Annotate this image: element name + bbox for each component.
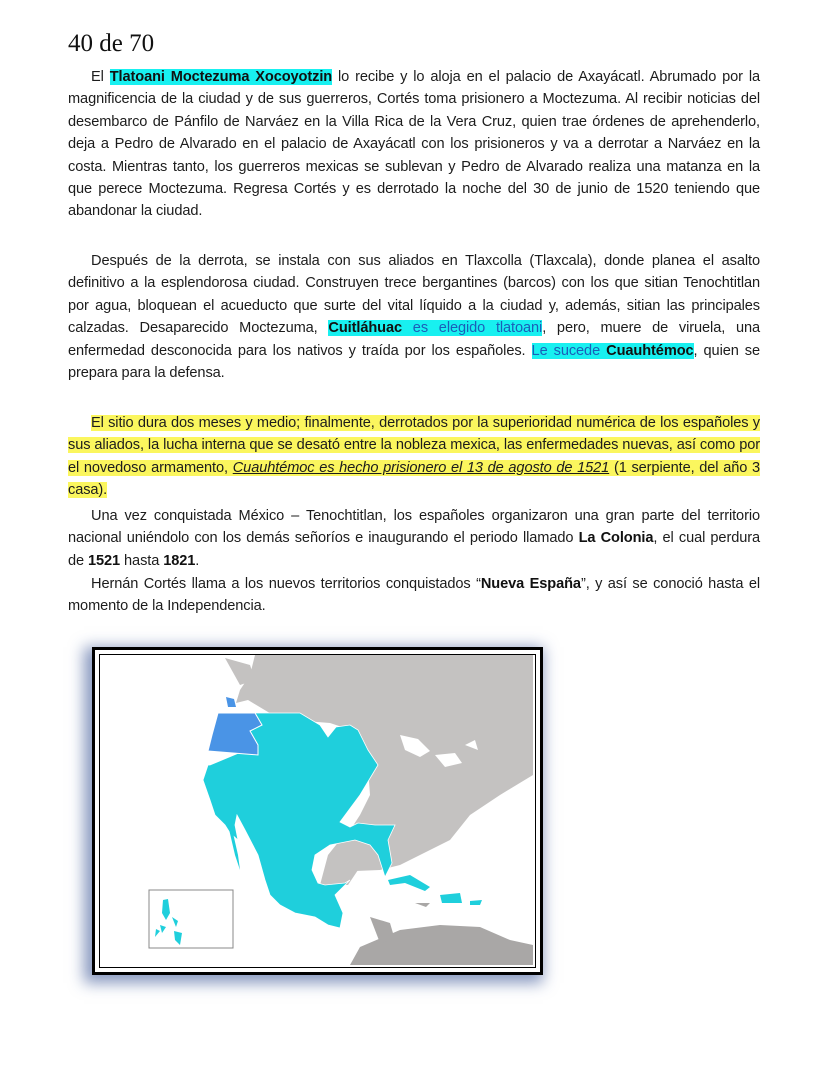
jamaica (415, 903, 430, 907)
text: Le sucede (531, 342, 607, 359)
alaska-coast (225, 658, 255, 685)
text: El sitio dura dos meses y medio; finalmente, derrotados por la superioridad numérica de los españoles y sus aliados, la lucha interna que se desató entre la nobleza mexica, las enfermedades nuevas, así como por el novedoso armamento, (68, 415, 760, 476)
vancouver-island (226, 697, 236, 707)
bold-text: Nueva España (480, 576, 581, 592)
highlight-sitio (68, 415, 760, 498)
text: Hernán Cortés llama a los nuevos territorios conquistados “ (91, 576, 481, 592)
bold-text: 1521 (88, 552, 121, 569)
paragraph-4 (68, 505, 760, 572)
map-figure (92, 647, 543, 975)
text: El (91, 69, 110, 85)
text: Después de la derrota, se instala con sus aliados en Tlaxcolla (Tlaxcala), donde planea el asalto definitivo a la esplendorosa ciudad. Construyen trece bergantines (barcos) con los que sitian Tenochtitlan por agua, bloquean el acueducto que surte del vital líquido a la ciudad y, además, sitian las principales calzadas. Desaparecido Moctezuma, (68, 253, 760, 337)
text: lo recibe y lo aloja en el palacio de Axayácatl. Abrumado por la magnificencia de la ciudad y de sus guerreros, Cortés toma prisionero a Moctezuma. Al recibir noticias del desembarco de Pánfilo de Narváez en la Villa Rica de la Vera Cruz, quien trae órdenes de aprehenderlo, deja a Pedro de Alvarado en el palacio de Axayácatl con los prisioneros y va a derrotar a Narváez en la costa. Mientras tanto, los guerreros mexicas se sublevan y Pedro de Alvarado realiza una matanza en la que perece Moctezuma. Regresa Cortés y es derrotado la noche del 30 de junio de 1520 teniendo que abandonar la ciudad. (68, 69, 760, 220)
bold-text: Cuauhtémoc (606, 342, 694, 359)
new-spain-map (100, 655, 533, 965)
map-frame (92, 647, 543, 975)
text: . (195, 552, 200, 569)
bold-text: Tlatoani Moctezuma Xocoyotzin (109, 69, 333, 85)
panama-land (370, 917, 395, 943)
bold-text: Cuitláhuac (328, 320, 403, 337)
text: , el cual perdura de (68, 530, 761, 569)
philippines-inset-box (149, 890, 233, 948)
puerto-rico (470, 900, 482, 905)
text: , quien se prepara para la defensa. (68, 342, 760, 382)
hispaniola (440, 893, 462, 903)
philippines-islands (155, 899, 182, 945)
cuba (388, 875, 430, 891)
paragraph-2 (68, 250, 760, 384)
text: , pero, muere de viruela, una enfermedad desconocida para los nativos y traída por los españoles. (68, 320, 760, 359)
text: (1 serpiente, del año 3 casa). (68, 459, 760, 499)
map-image (99, 654, 536, 968)
underlined-text: Cuauhtémoc es hecho prisionero el 13 de agosto de 1521 (232, 459, 610, 476)
text: hasta (120, 552, 164, 569)
text: es elegido tlatoani (402, 320, 543, 337)
paragraph-3 (68, 412, 760, 502)
paragraph-5 (68, 573, 760, 618)
bold-text: 1821 (163, 552, 196, 569)
text: Una vez conquistada México – Tenochtitlan, los españoles organizaron una gran parte del territorio nacional uniéndolo con los demás señoríos e inaugurando el periodo llamado (68, 508, 760, 547)
paragraph-1 (68, 66, 760, 223)
bold-text: La Colonia (578, 530, 654, 547)
highlight-cuauhtemoc (532, 343, 694, 359)
highlight-tlatoani (110, 69, 332, 85)
text: ”, y así se conoció hasta el momento de la Independencia. (68, 576, 760, 615)
highlight-cuitlahuac (328, 320, 542, 336)
page-number: 40 de 70 (68, 30, 155, 57)
